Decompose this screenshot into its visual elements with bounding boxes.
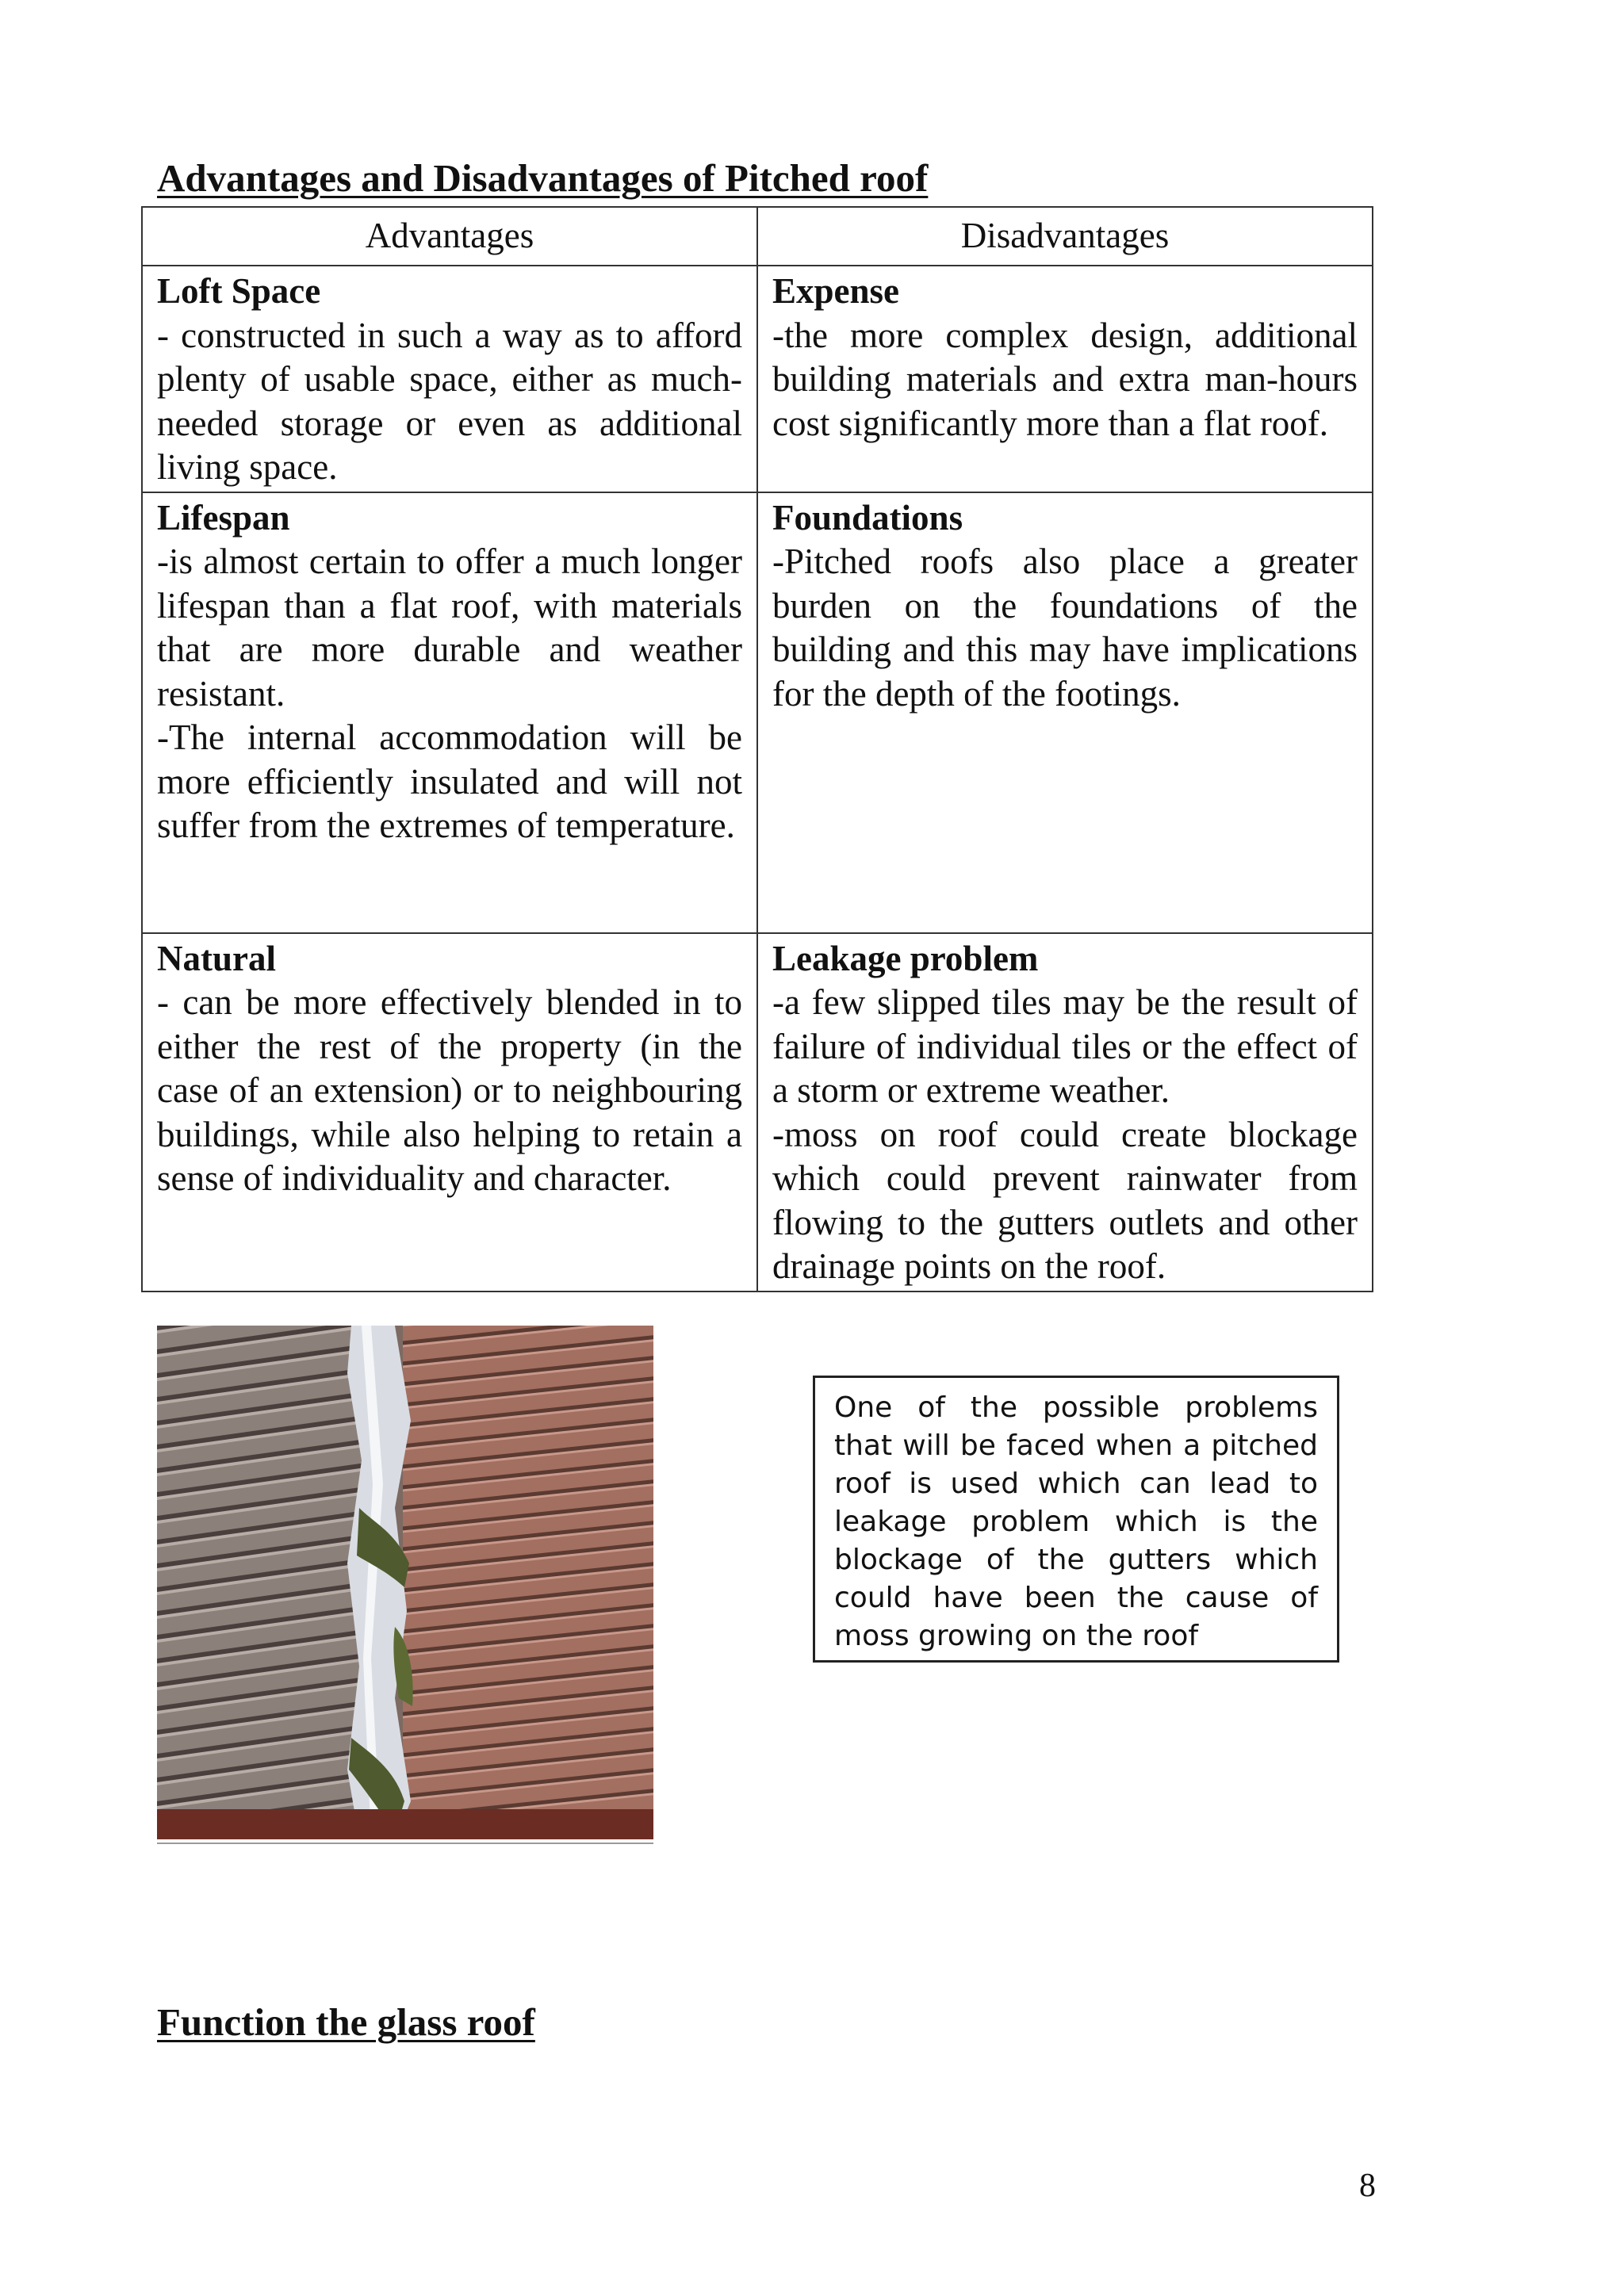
disadvantage-title: Foundations	[772, 497, 963, 538]
roof-valley-photo	[157, 1326, 653, 1839]
column-header-disadvantages: Disadvantages	[757, 207, 1373, 266]
photo-divider	[157, 1843, 653, 1844]
advantage-title: Lifespan	[157, 497, 290, 538]
disadvantage-cell	[757, 492, 1373, 933]
column-header-advantages: Advantages	[142, 207, 757, 266]
table-row	[142, 492, 1373, 933]
advantage-text: - can be more effectively blended in to either the rest of the property (in the case of an extension) or to neighbouring buildings, while also helping to retain a sense of individuality and character.	[157, 982, 742, 1198]
disadvantage-cell	[757, 266, 1373, 492]
disadvantage-text: -moss on roof could create blockage which could prevent rainwater from flowing to the gutters outlets and other drainage points on the roof.	[772, 1114, 1358, 1286]
table-row	[142, 266, 1373, 492]
advantage-text: -is almost certain to offer a much longer lifespan than a flat roof, with materials that are more durable and weather resistant.	[157, 541, 742, 714]
advantage-text: - constructed in such a way as to afford plenty of usable space, either as much-needed storage or even as additional living space.	[157, 315, 742, 487]
advantage-cell	[142, 266, 757, 492]
disadvantage-text: -a few slipped tiles may be the result of failure of individual tiles or the effect of a storm or extreme weather.	[772, 982, 1358, 1110]
disadvantage-title: Expense	[772, 271, 900, 311]
table-header-row	[142, 207, 1373, 266]
table-row	[142, 933, 1373, 1292]
disadvantage-text: -Pitched roofs also place a greater burden on the foundations of the building and this may have implications for the depth of the footings.	[772, 541, 1358, 714]
advantage-title: Loft Space	[157, 271, 321, 311]
page-number: 8	[1359, 2168, 1376, 2204]
advantage-text: -The internal accommodation will be more efficiently insulated and will not suffer from the extremes of temperature.	[157, 718, 742, 845]
disadvantage-cell	[757, 933, 1373, 1292]
advantage-cell	[142, 492, 757, 933]
roof-tiles-illustration	[157, 1326, 653, 1839]
disadvantage-title: Leakage problem	[772, 938, 1039, 978]
disadvantage-text: -the more complex design, additional building materials and extra man-hours cost significantly more than a flat roof.	[772, 315, 1358, 443]
advantage-cell	[142, 933, 757, 1292]
section-heading-glass-roof: Function the glass roof	[157, 2000, 535, 2044]
section-heading-pitched-roof: Advantages and Disadvantages of Pitched roof	[157, 156, 929, 200]
advantages-disadvantages-table	[141, 206, 1373, 1292]
caption-callout-box: One of the possible problems that will be faced when a pitched roof is used which can lead to leakage problem which is the blockage of the gutters which could have been the cause of moss growing on the roof	[813, 1376, 1339, 1663]
advantage-title: Natural	[157, 938, 276, 978]
